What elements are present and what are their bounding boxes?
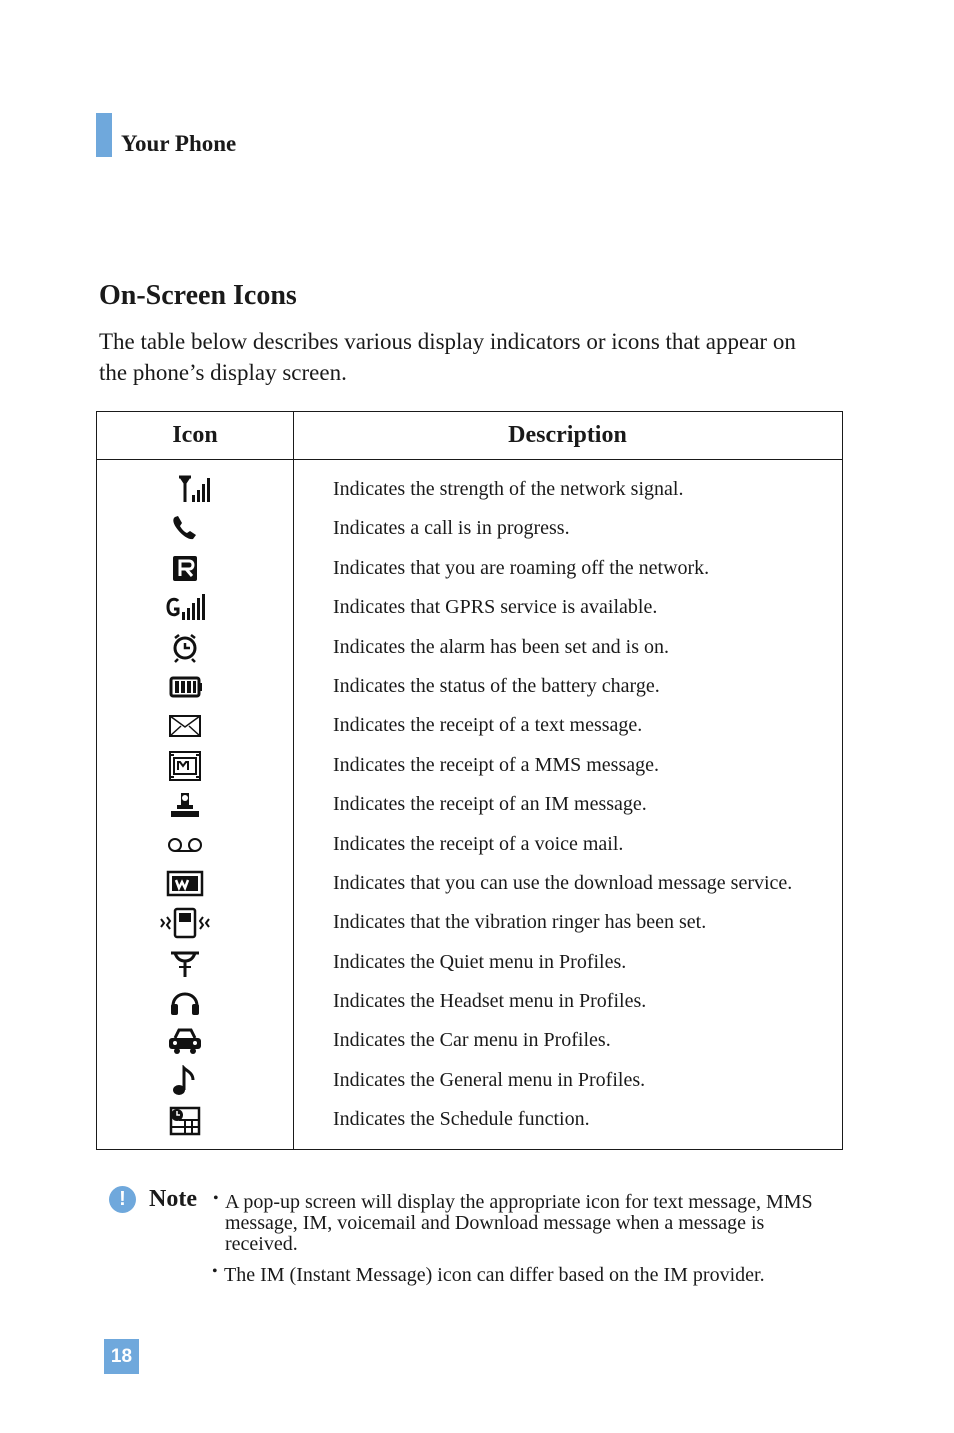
table-row [97,985,842,1024]
row-description: Indicates that the vibration ringer has been set. [333,911,707,934]
note-label: Note [149,1186,197,1212]
signal-strength-icon [153,473,217,507]
call-in-progress-icon [153,512,217,546]
table-row [97,1103,842,1142]
row-description: Indicates that you can use the download message service. [333,871,793,894]
im-message-icon [153,788,217,822]
table-row [97,946,842,985]
section-bar [96,113,112,157]
table-row [97,906,842,945]
intro-paragraph: The table below describes various display indicators or icons that appear on the phone’s display screen. [99,329,796,385]
row-description: Indicates the Quiet menu in Profiles. [333,950,627,973]
note-bullet-text: The IM (Instant Message) icon can differ based on the IM provider. [224,1264,765,1286]
headset-profile-icon [153,985,217,1019]
table-row [97,1024,842,1063]
car-profile-icon [153,1024,217,1058]
text-message-icon [153,709,217,743]
row-description: Indicates that you are roaming off the network. [333,556,710,579]
quiet-profile-icon [153,946,217,980]
table-row [97,552,842,591]
row-description: Indicates the strength of the network signal. [333,478,684,500]
note-bullet-text: A pop-up screen will display the appropriate icon for text message, MMS message, IM, voicemail and Download message when a message is received. [225,1191,813,1255]
bullet-dot: • [213,1190,219,1207]
note-bullet-2 [212,1263,864,1286]
mms-message-icon [153,749,217,783]
table-row [97,788,842,827]
exclamation-icon: ! [109,1186,136,1213]
table-row [97,828,842,867]
row-description: Indicates the receipt of an IM message. [333,793,647,816]
gprs-icon [153,591,217,625]
icon-table [96,411,843,1150]
table-row [97,1064,842,1103]
row-description: Indicates the receipt of a MMS message. [333,753,660,776]
row-description: Indicates the receipt of a text message. [333,714,643,737]
download-message-icon [153,867,217,901]
row-description: Indicates a call is in progress. [333,517,570,540]
row-description: Indicates the Schedule function. [333,1108,590,1131]
section-label: Your Phone [121,131,237,156]
roaming-icon [153,552,217,586]
table-row [97,631,842,670]
schedule-icon [153,1103,217,1137]
battery-icon [153,670,217,704]
table-row [97,512,842,551]
general-profile-icon [153,1064,217,1098]
row-description: Indicates the General menu in Profiles. [333,1068,646,1091]
note-bullet-1 [213,1190,825,1255]
header-description: Description [508,422,627,448]
row-description: Indicates the status of the battery charge. [333,674,660,697]
row-description: Indicates the alarm has been set and is on. [333,635,669,658]
table-row [97,591,842,630]
table-row [97,749,842,788]
alarm-icon [153,631,217,665]
bullet-dot: • [212,1263,218,1280]
table-row [97,473,842,512]
row-description: Indicates that GPRS service is available. [333,596,658,619]
table-rows [97,473,842,1143]
header-divider [97,459,842,460]
voice-mail-icon [153,828,217,862]
table-row [97,670,842,709]
header-icon: Icon [172,422,218,448]
page-title: On-Screen Icons [99,280,297,311]
row-description: Indicates the Headset menu in Profiles. [333,990,647,1013]
table-row [97,709,842,748]
table-row [97,867,842,906]
vibration-icon [153,906,217,940]
page-number: 18 [104,1339,139,1374]
row-description: Indicates the Car menu in Profiles. [333,1029,611,1052]
row-description: Indicates the receipt of a voice mail. [333,832,624,855]
